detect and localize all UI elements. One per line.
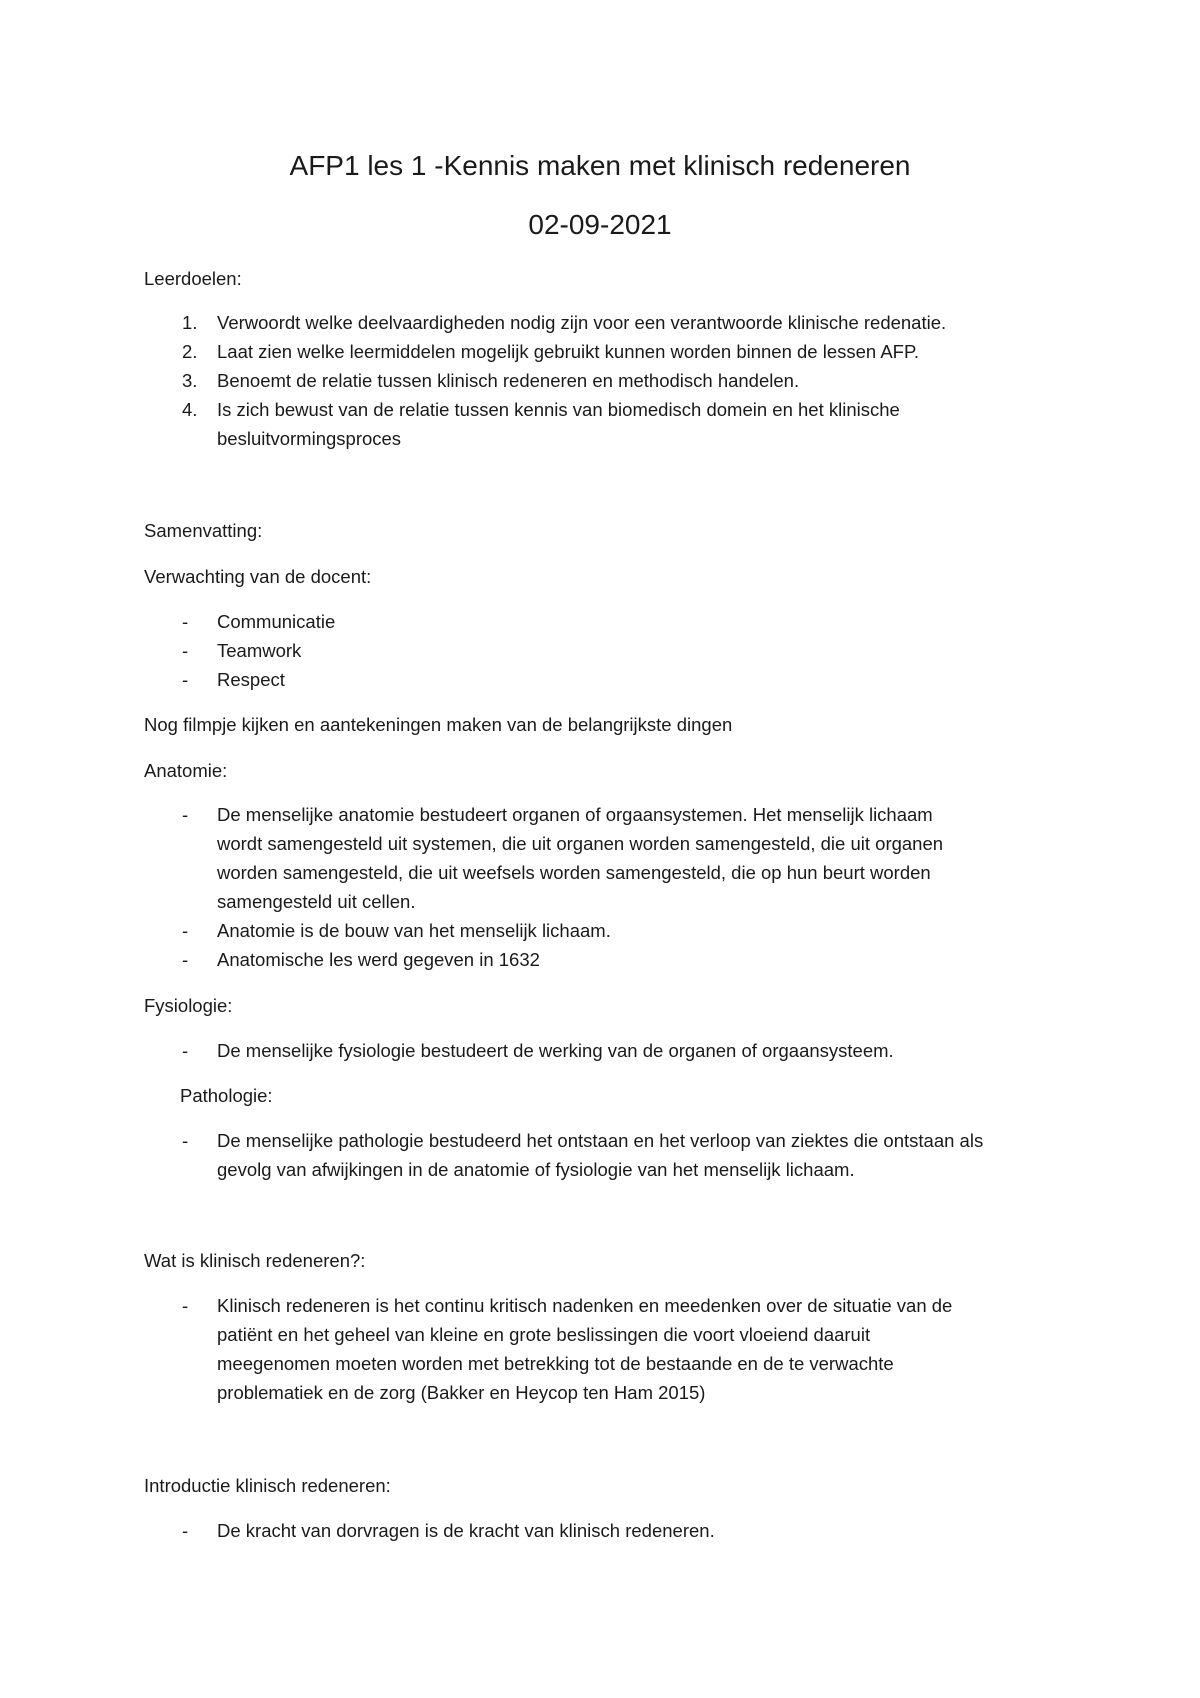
list-item: De menselijke fysiologie bestudeert de werking van de organen of orgaansysteem. bbox=[217, 1040, 894, 1061]
heading-leerdoelen: Leerdoelen: bbox=[144, 268, 242, 289]
list-bullet: - bbox=[182, 1040, 189, 1061]
list-item-continuation: samengesteld uit cellen. bbox=[217, 891, 416, 912]
list-item: Teamwork bbox=[217, 640, 302, 661]
heading-introductie: Introductie klinisch redeneren: bbox=[144, 1475, 391, 1496]
heading-verwachting: Verwachting van de docent: bbox=[144, 566, 372, 587]
list-item: De menselijke anatomie bestudeert organen of orgaansystemen. Het menselijk lichaam bbox=[217, 804, 933, 825]
list-item-continuation: wordt samengesteld uit systemen, die uit organen worden samengesteld, die uit organen bbox=[217, 833, 944, 854]
list-item: Communicatie bbox=[217, 611, 336, 632]
list-item: Verwoordt welke deelvaardigheden nodig zijn voor een verantwoorde klinische redenatie. bbox=[217, 312, 947, 333]
list-number: 2. bbox=[182, 341, 198, 362]
list-item: Is zich bewust van de relatie tussen kennis van biomedisch domein en het klinische bbox=[217, 399, 900, 420]
list-bullet: - bbox=[182, 920, 189, 941]
list-item: De menselijke pathologie bestudeerd het ontstaan en het verloop van ziektes die ontstaan als bbox=[217, 1130, 984, 1151]
heading-fysiologie: Fysiologie: bbox=[144, 995, 233, 1016]
list-item: Anatomie is de bouw van het menselijk lichaam. bbox=[217, 920, 611, 941]
list-item: Laat zien welke leermiddelen mogelijk gebruikt kunnen worden binnen de lessen AFP. bbox=[217, 341, 920, 362]
paragraph-filmpje: Nog filmpje kijken en aantekeningen maken van de belangrijkste dingen bbox=[144, 714, 733, 735]
list-item: De kracht van dorvragen is de kracht van klinisch redeneren. bbox=[217, 1520, 715, 1541]
list-item-continuation: patiënt en het geheel van kleine en grote beslissingen die voort vloeiend daaruit bbox=[217, 1324, 871, 1345]
list-item: Respect bbox=[217, 669, 285, 690]
list-item-continuation: meegenomen moeten worden met betrekking tot de bestaande en de te verwachte bbox=[217, 1353, 894, 1374]
list-bullet: - bbox=[182, 669, 189, 690]
list-item: Benoemt de relatie tussen klinisch redeneren en methodisch handelen. bbox=[217, 370, 800, 391]
list-bullet: - bbox=[182, 640, 189, 661]
heading-anatomie: Anatomie: bbox=[144, 760, 228, 781]
list-bullet: - bbox=[182, 804, 189, 825]
list-bullet: - bbox=[182, 1130, 189, 1151]
list-item-continuation: problematiek en de zorg (Bakker en Heycop ten Ham 2015) bbox=[217, 1382, 706, 1403]
list-number: 4. bbox=[182, 399, 198, 420]
list-bullet: - bbox=[182, 949, 189, 970]
list-item-continuation: gevolg van afwijkingen in de anatomie of fysiologie van het menselijk lichaam. bbox=[217, 1159, 855, 1180]
list-item: Anatomische les werd gegeven in 1632 bbox=[217, 949, 540, 970]
heading-klinisch-redeneren: Wat is klinisch redeneren?: bbox=[144, 1250, 366, 1271]
list-bullet: - bbox=[182, 1520, 189, 1541]
list-bullet: - bbox=[182, 611, 189, 632]
list-number: 3. bbox=[182, 370, 198, 391]
document-title: AFP1 les 1 -Kennis maken met klinisch redeneren bbox=[289, 150, 911, 181]
list-number: 1. bbox=[182, 312, 198, 333]
list-item: Klinisch redeneren is het continu kritisch nadenken en meedenken over de situatie van de bbox=[217, 1295, 953, 1316]
document-date: 02-09-2021 bbox=[528, 209, 672, 240]
list-item-continuation: worden samengesteld, die uit weefsels worden samengesteld, die op hun beurt worden bbox=[217, 862, 931, 883]
heading-pathologie: Pathologie: bbox=[180, 1085, 273, 1106]
list-item-continuation: besluitvormingsproces bbox=[217, 428, 402, 449]
list-bullet: - bbox=[182, 1295, 189, 1316]
heading-samenvatting: Samenvatting: bbox=[144, 520, 263, 541]
